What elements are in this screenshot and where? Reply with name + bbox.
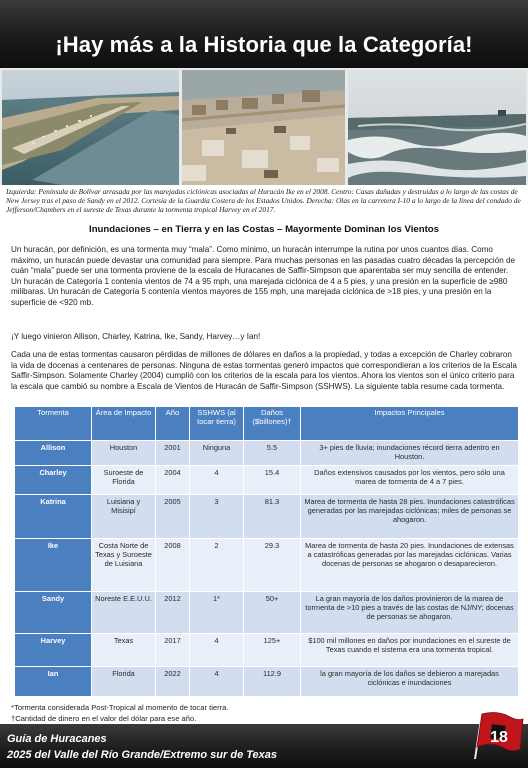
storm-name: Ian [15, 667, 92, 697]
footer-guide-title: Guía de Huracanes [7, 733, 107, 745]
page-number: 18 [490, 729, 508, 746]
damages: 112.9 [244, 667, 301, 697]
sshws-category: 4 [190, 634, 244, 667]
header-impact-area: Área de Impacto [92, 407, 156, 441]
header-main-impacts: Impactos Principales [301, 407, 519, 441]
sshws-category: 1* [190, 592, 244, 634]
storm-name: Allison [15, 441, 92, 466]
impact-area: Costa Norte de Texas y Suroeste de Luisiana [92, 539, 156, 592]
damages: 50+ [244, 592, 301, 634]
impact-area: Suroeste de Florida [92, 466, 156, 495]
footnote-dagger: †Cantidad de dinero en el valor del dólar para ese año. [11, 714, 197, 723]
table-row [15, 634, 519, 667]
storm-name: Sandy [15, 592, 92, 634]
impact-area: Noreste E.E.U.U. [92, 592, 156, 634]
sshws-category: 3 [190, 495, 244, 539]
table-row [15, 441, 519, 466]
sshws-category: 4 [190, 667, 244, 697]
table-row [15, 592, 519, 634]
damages: 125+ [244, 634, 301, 667]
photo-caption: Izquierda: Península de Bolívar arrasada por las marejadas ciclónicas asociadas al Huracán Ike en el 2008. Centro: Casas dañadas y destruidas a lo largo de las costas de New Jersey tras el paso de Sandy en el 2012. Cortesía de la Guardia Costera de los Estados Unidos. Derecha: Olas en la carretera I-10 a lo largo de la línea del condado de Jefferson/Chambers en el sureste de Texas durante la tormenta tropical Harvey en el 2017. [6, 187, 521, 215]
storms-paragraph: ¡Y luego vinieron Allison, Charley, Katrina, Ike, Sandy, Harvey…y Ian! [11, 332, 261, 341]
main-impacts: la gran mayoría de los daños se debieron a marejadas ciclónicas e inundaciones [301, 667, 519, 697]
header-sshws: SSHWS (al tocar tierra) [190, 407, 244, 441]
storm-name: Ike [15, 539, 92, 592]
year: 2004 [156, 466, 190, 495]
footer-bar [0, 724, 528, 768]
main-impacts: 3+ pies de lluvia; inundaciones récord tierra adentro en Houston. [301, 441, 519, 466]
impact-area: Florida [92, 667, 156, 697]
header-storm: Tormenta [15, 407, 92, 441]
hurricane-table [14, 406, 519, 697]
main-impacts: Marea de tormenta de hasta 28 pies. Inundaciones catastróficas generadas por las marejadas ciclónicas; miles de personas se ahogaron. [301, 495, 519, 539]
sshws-category: Ninguna [190, 441, 244, 466]
year: 2022 [156, 667, 190, 697]
table-row [15, 466, 519, 495]
impact-area: Houston [92, 441, 156, 466]
main-impacts: $100 mil millones en daños por inundaciones en el sureste de Texas cuando el sistema era una tormenta tropical. [301, 634, 519, 667]
damages: 29.3 [244, 539, 301, 592]
intro-paragraph: Un huracán, por definición, es una tormenta muy “mala”. Como mínimo, un huracán interrumpe la rutina por unos cuantos días. Como máximo, un huracán puede devastar una comunidad para siempre. Para muchas personas en las pasadas cuatro décadas la percepción de cuán “mala” puede ser una tormenta proviene de la escala de Huracanes de Saffir-Simpson que aparentaba ser muy sencilla de entender. Un huracán de Categoría 1 contenía vientos de 74 a 95 mph, una marejada ciclónica de 4 a 5 pies, y una presión en la superficie de ≥980 milibaras. Un huracán de Categoría 5 contenía vientos mayores de 155 mph, una marejada ciclónica de >18 pies, y una presión en la superficie de <920 mb. [11, 245, 516, 307]
main-impacts: Marea de tormenta de hasta 20 pies. Inundaciones de extensas a catastróficas generadas por las marejadas ciclónicas. Varias docenas de personas se ahogaron o desaparecieron. [301, 539, 519, 592]
storm-name: Katrina [15, 495, 92, 539]
footnote-asterisk: *Tormenta considerada Post-Tropical al momento de tocar tierra. [11, 703, 229, 712]
year: 2005 [156, 495, 190, 539]
year: 2001 [156, 441, 190, 466]
sshws-category: 4 [190, 466, 244, 495]
storm-name: Harvey [15, 634, 92, 667]
photo-bolivar-peninsula [2, 70, 179, 185]
year: 2017 [156, 634, 190, 667]
year: 2012 [156, 592, 190, 634]
damages: 5.5 [244, 441, 301, 466]
table-row [15, 667, 519, 697]
footer-guide-subtitle: 2025 del Valle del Río Grande/Extremo sur de Texas [7, 749, 278, 761]
photo-harvey-waves [348, 70, 526, 185]
table-row [15, 495, 519, 539]
photo-new-jersey-damage [182, 70, 345, 185]
impact-area: Texas [92, 634, 156, 667]
summary-paragraph: Cada una de estas tormentas causaron pérdidas de millones de dólares en daños a la propiedad, y todas a excepción de Charley cobraron la vida de docenas a centenares de personas. Ninguna de estas tormentas generó impactos que correspondieran a los criterios de la Escala Saffir-Simpson. Solamente Charley (2004) cumplió con los criterios de la escala para los vientos. Ahora los vientos son el único criterio para la escala que cambió su nombre a Escala de Vientos de Huracán de Saffir-Simpson (SSHWS). La siguiente tabla resume cada tormenta. [11, 350, 517, 391]
sshws-category: 2 [190, 539, 244, 592]
damages: 81.3 [244, 495, 301, 539]
storm-name: Charley [15, 466, 92, 495]
year: 2008 [156, 539, 190, 592]
header-year: Año [156, 407, 190, 441]
impact-area: Luisiana y Misisipí [92, 495, 156, 539]
table-row [15, 539, 519, 592]
table-header-row [15, 407, 519, 441]
damages: 15.4 [244, 466, 301, 495]
page-title: ¡Hay más a la Historia que la Categoría! [55, 32, 473, 57]
main-impacts: Daños extensivos causados por los vientos, pero sólo una marea de tormenta de 4 a 7 pies. [301, 466, 519, 495]
header-damages: Daños ($billones)† [244, 407, 301, 441]
section-subtitle: Inundaciones – en Tierra y en las Costas – Mayormente Dominan los Vientos [89, 224, 439, 235]
main-impacts: La gran mayoría de los daños provinieron de la marea de tormenta de >10 pies a través de las costas de NJ/NY; docenas de personas se ahogaron. [301, 592, 519, 634]
